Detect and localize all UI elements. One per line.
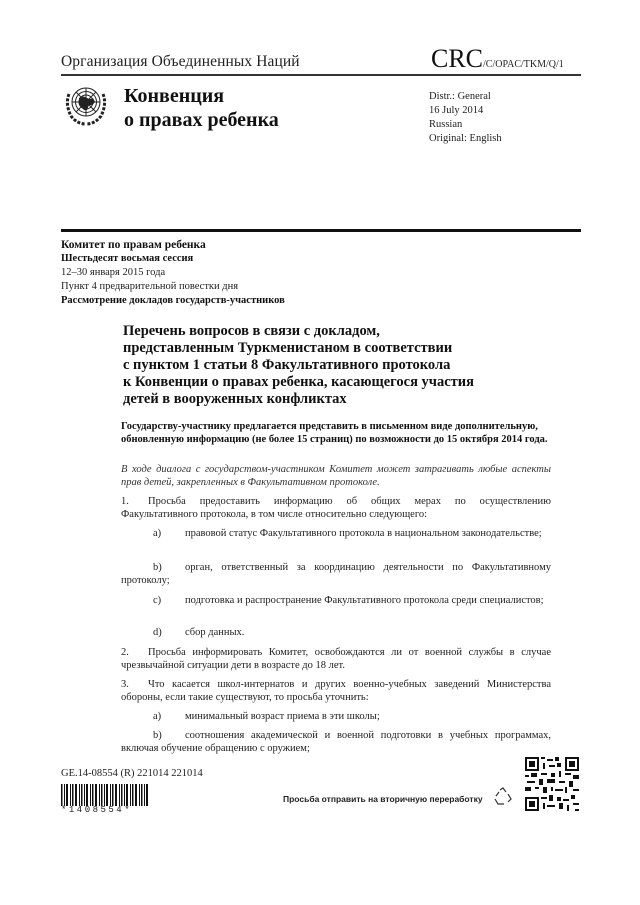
agenda-title: Рассмотрение докладов государств-участников (61, 295, 285, 306)
paragraph-text: Просьба предоставить информацию об общих мерах по осуществлению Факультативного протокола, в том числе относительно следующего: (121, 496, 551, 520)
recycle-text: Просьба отправить на вторичную переработку (283, 794, 483, 804)
header-rule (61, 74, 581, 76)
barcode-icon (61, 784, 149, 806)
document-symbol (431, 44, 564, 74)
date: 16 July 2014 (429, 105, 484, 116)
sub-item-text: подготовка и распространение Факультативного протокола среди специалистов; (185, 595, 544, 606)
sub-item-text: орган, ответственный за координацию деятельности по Факультативному протоколу; (121, 562, 551, 586)
italic-note: В ходе диалога с государством-участником Комитет может затрагивать любые аспекты прав детей, закрепленных в Факультативном протоколе. (121, 464, 551, 488)
paragraph-number: 1. (121, 496, 129, 507)
session: Шестьдесят восьмая сессия (61, 253, 194, 264)
sub-item-text: правовой статус Факультативного протокола в национальном законодательстве; (185, 528, 542, 539)
document-title (123, 323, 553, 408)
paragraph-number: 2. (121, 647, 129, 658)
title-line: к Конвенции о правах ребенка, касающегося участия (123, 374, 474, 390)
sub-item-label: a) (153, 528, 162, 539)
title-line: Перечень вопросов в связи с докладом, (123, 323, 380, 339)
committee-name: Комитет по правам ребенка (61, 239, 206, 251)
paragraph-1 (121, 495, 551, 521)
agenda-item: Пункт 4 предварительной повестки дня (61, 281, 239, 292)
sub-item (121, 561, 551, 587)
paragraph-3 (121, 678, 551, 704)
title-line: с пунктом 1 статьи 8 Факультативного протокола (123, 357, 451, 373)
paragraph-2 (121, 646, 551, 672)
committee-block (61, 238, 285, 308)
sub-item-label: d) (153, 627, 162, 638)
qr-code-icon (525, 757, 579, 811)
sub-item (121, 594, 551, 607)
convention-title-line1: Конвенция (124, 85, 225, 107)
paragraph-text: Что касается школ-интернатов и других военно-учебных заведений Министерства обороны, если такие существуют, то просьба уточнить: (121, 679, 551, 703)
sub-item (121, 710, 551, 723)
sub-item-text: сбор данных. (185, 627, 245, 638)
instruction-text: Государству-участнику предлагается представить в письменном виде дополнительную, обновленную информацию (не более 15 страниц) по возможности до 15 октября 2014 года. (121, 421, 548, 445)
organization-name: Организация Объединенных Наций (61, 53, 300, 70)
sub-item-label: a) (153, 711, 162, 722)
symbol-main: CRC (431, 44, 484, 73)
paragraph-number: 3. (121, 679, 129, 690)
recycle-icon (492, 786, 514, 808)
un-emblem-icon (63, 80, 109, 126)
job-number: GE.14-08554 (R) 221014 221014 (61, 768, 203, 779)
barcode-text: *1408554* (61, 805, 133, 815)
sub-item (121, 729, 551, 755)
session-dates: 12–30 января 2015 года (61, 267, 166, 278)
convention-title-line2: о правах ребенка (124, 109, 279, 131)
distribution-meta (429, 90, 502, 146)
sub-item (121, 626, 551, 639)
convention-title (124, 84, 279, 132)
title-line: детей в вооруженных конфликтах (123, 391, 347, 407)
sub-item-text: соотношения академической и военной подготовки в учебных программах, включая обучение обращению с оружием; (121, 730, 551, 754)
sub-item-label: b) (153, 562, 162, 573)
section-rule (61, 229, 581, 232)
sub-item-label: b) (153, 730, 162, 741)
sub-item (121, 527, 551, 540)
title-line: представленным Туркменистаном в соответствии (123, 340, 453, 356)
language: Russian (429, 119, 463, 130)
distribution: Distr.: General (429, 91, 491, 102)
symbol-suffix: /C/OPAC/TKM/Q/1 (483, 59, 564, 70)
paragraph-text: Просьба информировать Комитет, освобождаются ли от военной службы в случае чрезвычайной ситуации дети в возрасте до 18 лет. (121, 647, 551, 671)
sub-item-text: минимальный возраст приема в эти школы; (185, 711, 380, 722)
original-language: Original: English (429, 133, 502, 144)
sub-item-label: c) (153, 595, 162, 606)
